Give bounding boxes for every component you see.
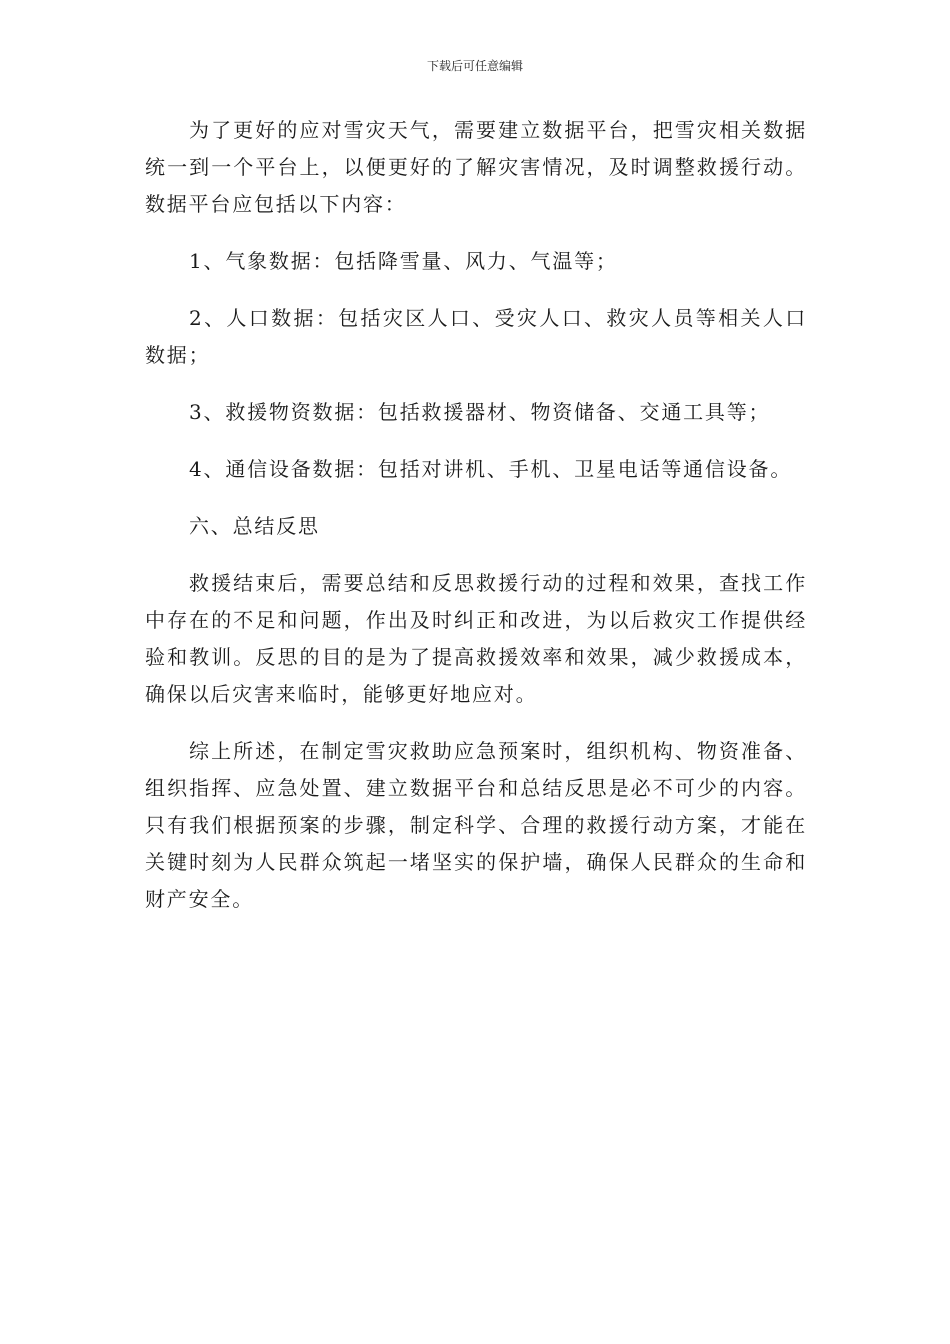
paragraph-reflection: 救援结束后，需要总结和反思救援行动的过程和效果，查找工作中存在的不足和问题，作出及时纠正和改进，为以后救灾工作提供经验和教训。反思的目的是为了提高救援效率和效果，减少救援成本，确保以后灾害来临时，能够更好地应对。 (145, 571, 807, 706)
list-item-weather-data: 1、气象数据：包括降雪量、风力、气温等； (189, 249, 618, 273)
list-item-supplies-data: 3、救援物资数据：包括救援器材、物资储备、交通工具等； (189, 400, 771, 424)
paragraph-data-platform-intro: 为了更好的应对雪灾天气，需要建立数据平台，把雪灾相关数据统一到一个平台上，以便更好的了解灾害情况，及时调整救援行动。数据平台应包括以下内容： (145, 118, 807, 216)
section-heading-summary: 六、总结反思 (189, 514, 320, 538)
list-item-communication-data: 4、通信设备数据：包括对讲机、手机、卫星电话等通信设备。 (189, 457, 793, 481)
list-item-population-data: 2、人口数据：包括灾区人口、受灾人口、救灾人员等相关人口数据； (145, 306, 807, 367)
page-header: 下载后可任意编辑 (426, 59, 523, 73)
paragraph-conclusion: 综上所述，在制定雪灾救助应急预案时，组织机构、物资准备、组织指挥、应急处置、建立数据平台和总结反思是必不可少的内容。只有我们根据预案的步骤，制定科学、合理的救援行动方案，才能在关键时刻为人民群众筑起一堵坚实的保护墙，确保人民群众的生命和财产安全。 (145, 739, 807, 911)
document-body (145, 112, 807, 938)
